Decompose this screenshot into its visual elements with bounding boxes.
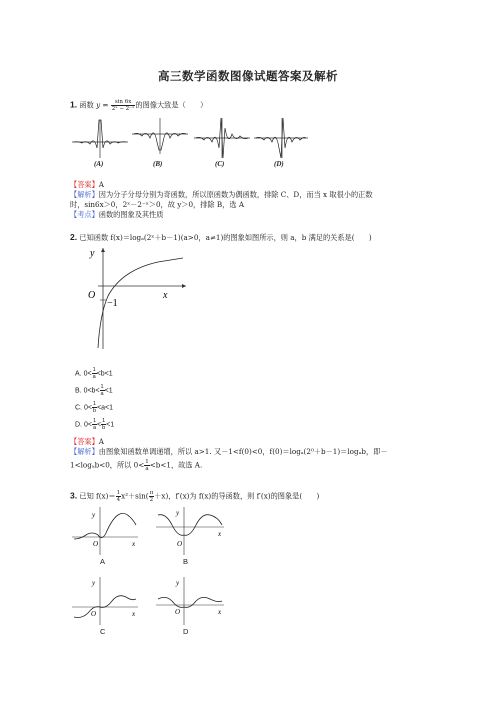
q1-point: 【考点】函数的图象及其性质 — [70, 210, 164, 219]
svg-text:y: y — [176, 579, 180, 587]
question-1-stem: 1. 函数 y = $\frac{\sin 6x}{\text{2ˣ − 2⁻ˣ}}$ 的图像大致是（ ） — [70, 99, 208, 112]
graph-option-b — [132, 118, 188, 154]
question-number: 1. — [70, 99, 78, 110]
q3-graph-d — [156, 577, 224, 625]
question-3-graphs — [72, 505, 232, 635]
option-d[interactable]: D. 0< $\frac{1}{a}$ < $\frac{1}{b}$ <1 — [75, 418, 115, 431]
graph-label-c: (C) — [215, 160, 225, 168]
svg-text:x: x — [218, 530, 222, 538]
svg-text:y: y — [92, 579, 96, 587]
graph-label-b: (B) — [153, 160, 163, 168]
origin-label: O — [88, 290, 96, 301]
q2-answer: 【答案】A — [70, 437, 104, 446]
q3-label-a: A — [100, 557, 106, 566]
svg-text:x: x — [132, 610, 136, 618]
svg-text:x: x — [132, 540, 136, 548]
svg-text:y: y — [92, 511, 96, 519]
svg-text:O: O — [177, 540, 183, 548]
graph-option-c — [194, 118, 250, 158]
q3-label-d: D — [183, 627, 189, 636]
q3-graph-a — [72, 507, 138, 555]
svg-text:O: O — [91, 610, 97, 618]
axis-label-x: x — [163, 290, 168, 301]
q2-analysis-line-1: 【解析】由图象知函数单调递增，所以 a>1. 又－1<f(0)<0，f(0)＝logₐ(2⁰＋b－1)＝logₐb，即－ — [70, 447, 388, 456]
q1-analysis-line-1: 【解析】因为分子分母分别为奇函数，所以原函数为偶函数，排除 C、D，而当 x 取很小的正数 — [70, 190, 373, 199]
question-2-graph — [78, 244, 188, 354]
svg-text:O: O — [93, 540, 99, 548]
option-c[interactable]: C. 0< $\frac{1}{b}$ <a<1 — [75, 401, 113, 414]
question-3-stem: 3. 已知 f(x)＝ $\frac{1}{4}$ x²＋sin( $\frac{\pi}{2}$ ＋x)，f′(x)为 f(x)的导函数，则 f′(x)的图象是( ) — [70, 490, 320, 503]
q1-analysis-line-2: 时，sin6x＞0，2ˣ－2⁻ˣ＞0，故 y＞0，排除 B，选 A — [70, 200, 245, 209]
axis-label-y: y — [90, 248, 95, 259]
option-a[interactable]: A. 0< $\frac{1}{a}$ <b<1 — [75, 367, 113, 380]
svg-text:y: y — [176, 509, 180, 517]
svg-text:O: O — [175, 608, 181, 616]
q3-graph-c — [72, 577, 138, 625]
q2-analysis-line-2: 1<logₐb<0，所以 0< $\frac{1}{a}$ <b<1，故选 A. — [70, 459, 203, 472]
page-title: 高三数学函数图像试题答案及解析 — [158, 69, 338, 83]
q3-label-b: B — [183, 557, 189, 566]
graph-label-d: (D) — [274, 160, 284, 168]
graph-label-a: (A) — [94, 160, 104, 168]
graph-option-d — [254, 118, 308, 158]
svg-text:x: x — [218, 608, 222, 616]
option-b[interactable]: B. 0<b< $\frac{1}{a}$ <1 — [75, 384, 113, 397]
function-fraction: $\frac{\sin 6x}{\text{2ˣ − 2⁻ˣ}}$ — [111, 99, 135, 112]
q3-label-c: C — [100, 627, 106, 636]
q3-graph-b — [156, 507, 224, 555]
minus-one-label: −1 — [107, 298, 118, 309]
q1-answer: 【答案】A — [70, 180, 104, 189]
graph-option-a — [72, 120, 128, 158]
question-2-stem: 2. 已知函数 f(x)＝logₐ(2ˣ＋b－1)(a>0，a≠1)的图象如图所示，则 a，b 满足的关系是( ) — [70, 232, 372, 242]
